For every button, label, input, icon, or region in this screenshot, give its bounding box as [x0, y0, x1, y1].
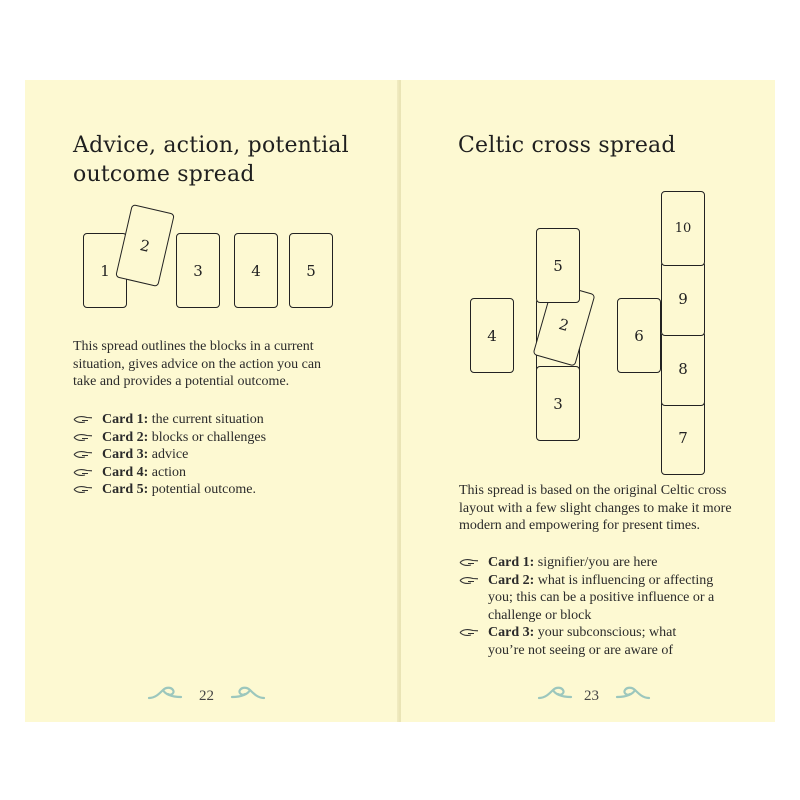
pointing-hand-icon	[73, 414, 93, 425]
tarot-card-4: 4	[470, 298, 514, 373]
tarot-card-10: 10	[661, 191, 705, 266]
pointing-hand-icon	[73, 484, 93, 495]
list-item	[73, 446, 353, 464]
tarot-card-3: 3	[176, 233, 220, 308]
list-item	[73, 411, 353, 429]
list-item	[459, 624, 715, 659]
title-line-1: Advice, action, potential	[73, 133, 349, 158]
tarot-card-1: 1	[83, 233, 127, 308]
pointing-hand-icon	[459, 575, 479, 586]
card-label: Card 3:	[102, 447, 149, 462]
card-label: Card 2:	[488, 572, 535, 588]
tarot-card-9: 9	[661, 261, 705, 336]
card-meaning: action	[148, 464, 186, 480]
page-right	[401, 80, 775, 722]
page-title	[73, 131, 373, 189]
pointing-hand-icon	[73, 432, 93, 443]
description: This spread is based on the original Celtic cross layout with a few slight changes to make it more modern and empowering for present times.	[459, 483, 732, 533]
flourish-icon	[615, 685, 651, 701]
tarot-card-3: 3	[536, 366, 580, 441]
flourish-icon	[147, 685, 183, 701]
page-left	[25, 80, 399, 722]
page-title: Celtic cross spread	[458, 133, 676, 158]
tarot-card-2: 2	[533, 282, 596, 366]
flourish-icon	[537, 685, 573, 701]
list-item	[459, 554, 715, 572]
card-meaning: blocks or challenges	[148, 429, 267, 445]
tarot-card-5: 5	[536, 228, 580, 303]
card-label: Card 2:	[102, 429, 149, 445]
flourish-icon	[230, 685, 266, 701]
card-label: Card 3:	[488, 625, 535, 640]
list-item	[459, 572, 715, 625]
pointing-hand-icon	[459, 627, 479, 638]
tarot-card-8: 8	[661, 331, 705, 406]
list-item	[73, 481, 353, 499]
card-meanings-list	[459, 554, 715, 659]
card-meaning: the current situation	[148, 412, 264, 427]
card-label: Card 5:	[102, 482, 149, 497]
card-meaning: signifier/you are here	[534, 555, 658, 570]
card-label: Card 1:	[102, 412, 149, 427]
card-label: Card 1:	[488, 555, 535, 570]
book-spread	[25, 80, 775, 722]
tarot-card-7: 7	[661, 400, 705, 475]
pointing-hand-icon	[459, 557, 479, 568]
card-meaning: what is influencing or affecting you; this can be a positive influence or a challenge or block	[488, 572, 715, 623]
pointing-hand-icon	[73, 467, 93, 478]
card-meaning: advice	[148, 447, 189, 462]
description: This spread outlines the blocks in a current situation, gives advice on the action you can take and provides a potential outcome.	[73, 339, 322, 389]
card-meaning: your subconscious; what you’re not seeing or are aware of	[488, 625, 677, 658]
page-number: 23	[584, 688, 599, 704]
tarot-card-2: 2	[115, 204, 175, 287]
card-label: Card 4:	[102, 464, 149, 480]
list-item	[73, 429, 353, 447]
tarot-card-4: 4	[234, 233, 278, 308]
card-meaning: potential outcome.	[148, 482, 256, 497]
tarot-card-6: 6	[617, 298, 661, 373]
list-item	[73, 464, 353, 482]
title-line-2: outcome spread	[73, 162, 255, 187]
card-meanings-list	[73, 411, 353, 499]
page-number: 22	[199, 688, 214, 704]
tarot-card-5: 5	[289, 233, 333, 308]
pointing-hand-icon	[73, 449, 93, 460]
